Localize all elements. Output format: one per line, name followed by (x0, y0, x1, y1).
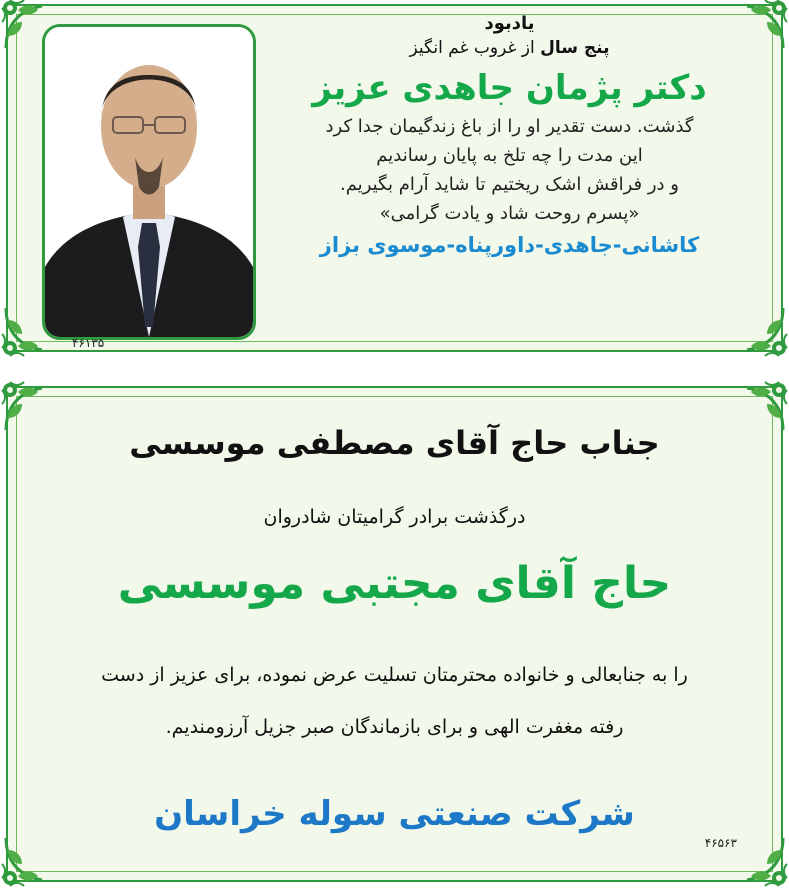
anniversary-bold: پنج سال (540, 38, 610, 58)
poem-line: گذشت. دست تقدیر او را از باغ زندگیمان جدا کرد (325, 116, 694, 137)
recipient-name: جناب حاج آقای مصطفی موسسی (129, 424, 660, 462)
anniversary-line (258, 36, 761, 60)
poem-line: این مدت را چه تلخ به پایان رساندیم (376, 145, 643, 166)
family-names: کاشانی-جاهدی-داورپناه-موسوی بزاز (319, 233, 700, 257)
corner-ornament-icon (0, 830, 58, 890)
corner-ornament-icon (731, 300, 789, 360)
company-name: شرکت صنعتی سوله خراسان (154, 794, 635, 834)
condolence-line: درگذشت برادر گرامیتان شادروان (263, 506, 526, 528)
condolence-ad (6, 386, 783, 882)
memorial-text (258, 12, 761, 260)
poem-line: «پسرم روحت شاد و یادت گرامی» (379, 203, 640, 224)
corner-ornament-icon (731, 830, 789, 890)
message-line: رفته مغفرت الهی و برای بازماندگان صبر جزیل آرزومندیم. (165, 716, 624, 738)
memorial-ad (6, 4, 783, 352)
memorial-label: یادبود (484, 13, 535, 34)
deceased-name: حاج آقای مجتبی موسسی (117, 558, 672, 609)
ad-number: ۴۶۱۳۵ (72, 336, 105, 350)
anniversary-rest: از غروب غم انگیز (409, 38, 541, 58)
deceased-name: دکتر پژمان جاهدی عزیز (312, 68, 707, 108)
message-line: را به جنابعالی و خانواده محترمتان تسلیت عرض نموده، برای عزیز از دست (101, 664, 688, 686)
ad-number: ۴۶۵۶۳ (704, 836, 737, 850)
portrait-photo (42, 24, 256, 340)
poem-line: و در فراقش اشک ریختیم تا شاید آرام بگیریم. (339, 174, 679, 195)
